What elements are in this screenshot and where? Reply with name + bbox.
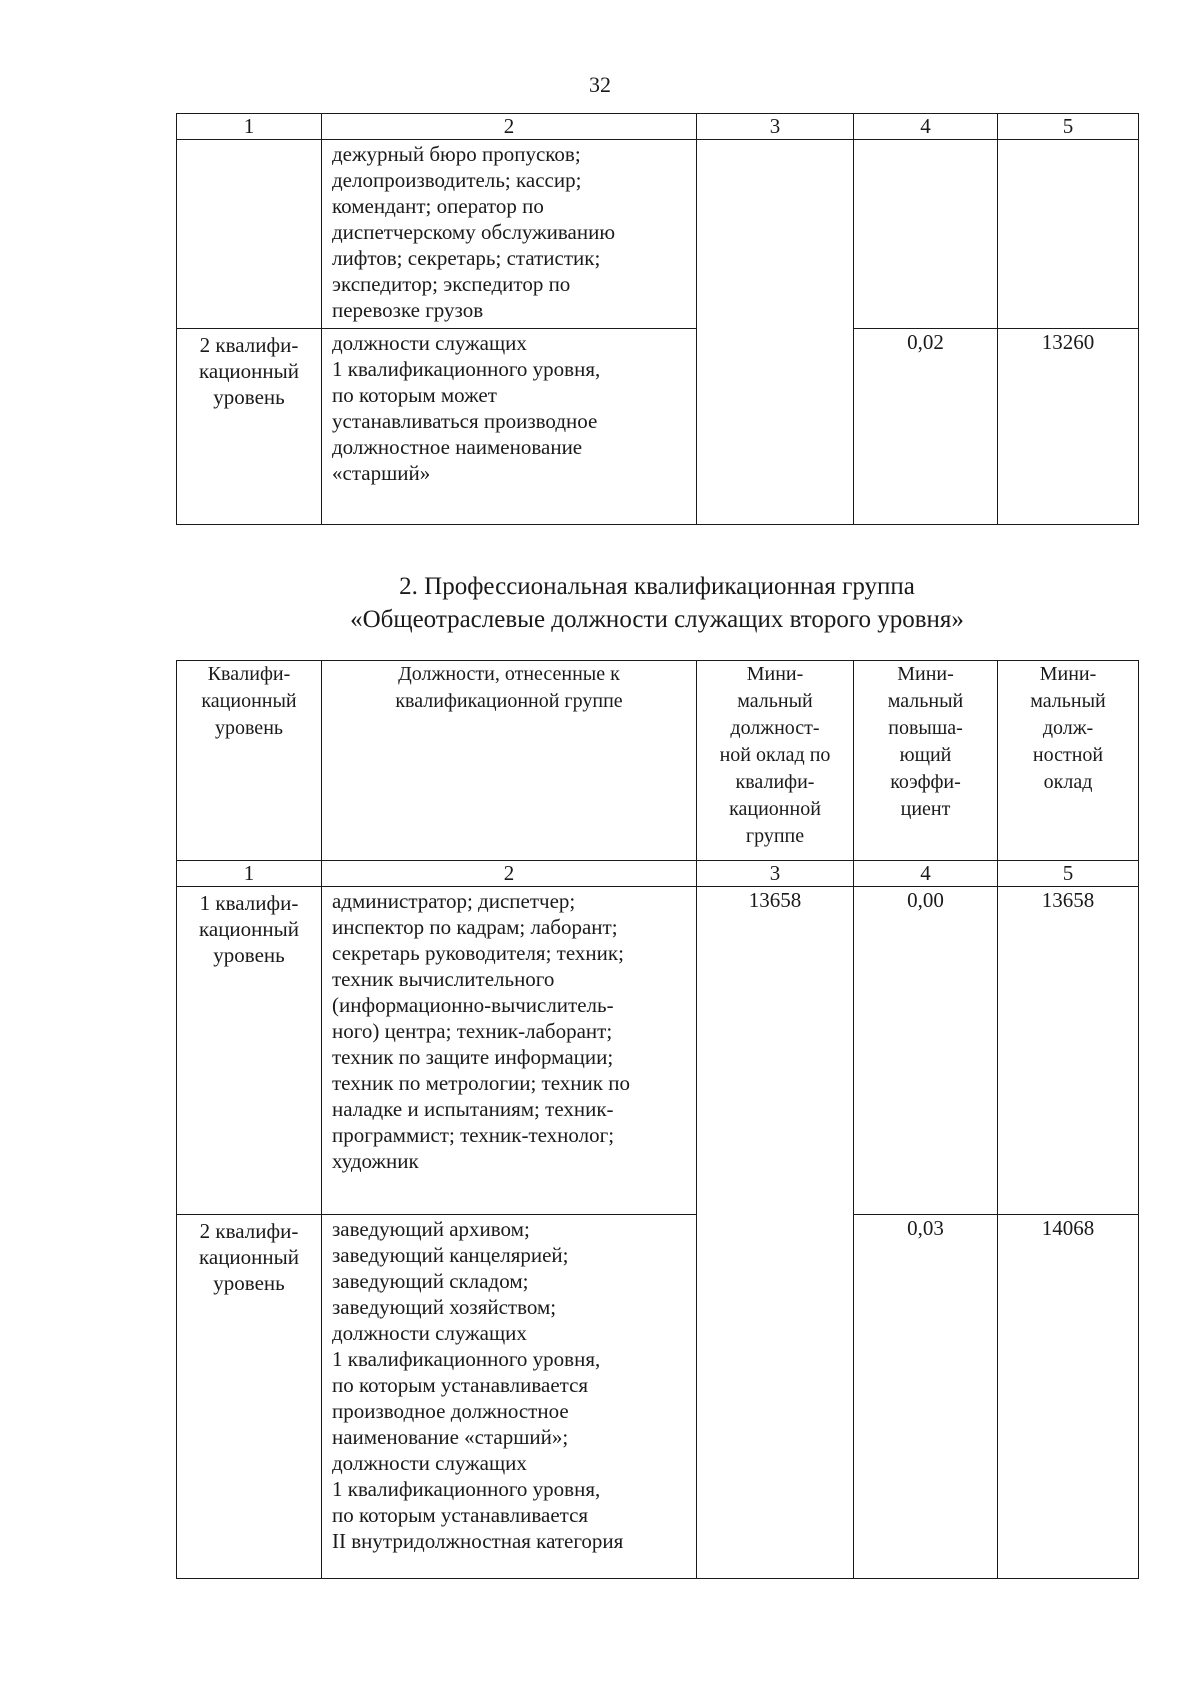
level-cell: 1 квалифи- кационный уровень <box>177 887 322 1215</box>
table-row <box>177 329 1139 525</box>
coef-cell: 0,03 <box>854 1215 998 1579</box>
qualification-group-table <box>176 660 1139 1579</box>
level-cell: 2 квалифи- кационный уровень <box>177 1215 322 1579</box>
coef-cell: 0,00 <box>854 887 998 1215</box>
page-number: 32 <box>589 72 611 97</box>
positions-cell: должности служащих 1 квалификационного уровня, по которым может устанавливаться производное должностное наименование «старший» <box>322 329 697 525</box>
col-number: 5 <box>998 114 1139 140</box>
group-salary-cell: 13658 <box>697 887 854 1579</box>
col-number: 1 <box>177 114 322 140</box>
column-numbers-row <box>177 861 1139 887</box>
salary-cell: 13658 <box>998 887 1139 1215</box>
continuation-table <box>176 113 1139 525</box>
header-salary: Мини- мальный долж- ностной оклад <box>998 661 1139 861</box>
header-level: Квалифи- кационный уровень <box>177 661 322 861</box>
positions-cell: администратор; диспетчер; инспектор по кадрам; лаборант; секретарь руководителя; техник; техник вычислительного (информационно-вычислитель- ного) центра; техник-лаборант; техник по защите информации; техник по метрологии; техник по наладке и испытаниям; техник- программист; техник-технолог; художник <box>322 887 697 1215</box>
header-coef: Мини- мальный повыша- ющий коэффи- циент <box>854 661 998 861</box>
header-positions: Должности, отнесенные к квалификационной группе <box>322 661 697 861</box>
section-title: 2. Профессиональная квалификационная группа «Общеотраслевые должности служащих второго уровня» <box>350 573 964 633</box>
salary-cell: 13260 <box>998 329 1139 525</box>
col-number: 5 <box>998 861 1139 887</box>
table-row <box>177 887 1139 1215</box>
salary-cell <box>998 140 1139 329</box>
group-salary-cell <box>697 140 854 525</box>
header-group-salary: Мини- мальный должност- ной оклад по квалифи- кационной группе <box>697 661 854 861</box>
level-cell <box>177 140 322 329</box>
col-number: 2 <box>322 114 697 140</box>
col-number: 2 <box>322 861 697 887</box>
table-row <box>177 140 1139 329</box>
coef-cell <box>854 140 998 329</box>
col-number: 1 <box>177 861 322 887</box>
positions-cell: заведующий архивом; заведующий канцелярией; заведующий складом; заведующий хозяйством; должности служащих 1 квалификационного уровня, по которым устанавливается производное должностное наименование «старший»; должности служащих 1 квалификационного уровня, по которым устанавливается II внутридолжностная категория <box>322 1215 697 1579</box>
coef-cell: 0,02 <box>854 329 998 525</box>
col-number: 3 <box>697 861 854 887</box>
level-cell: 2 квалифи- кационный уровень <box>177 329 322 525</box>
header-row <box>177 661 1139 861</box>
col-number: 4 <box>854 861 998 887</box>
col-number: 3 <box>697 114 854 140</box>
col-number: 4 <box>854 114 998 140</box>
positions-cell: дежурный бюро пропусков; делопроизводитель; кассир; комендант; оператор по диспетчерскому обслуживанию лифтов; секретарь; статистик; экспедитор; экспедитор по перевозке грузов <box>322 140 697 329</box>
table-row <box>177 1215 1139 1579</box>
salary-cell: 14068 <box>998 1215 1139 1579</box>
column-numbers-row <box>177 114 1139 140</box>
